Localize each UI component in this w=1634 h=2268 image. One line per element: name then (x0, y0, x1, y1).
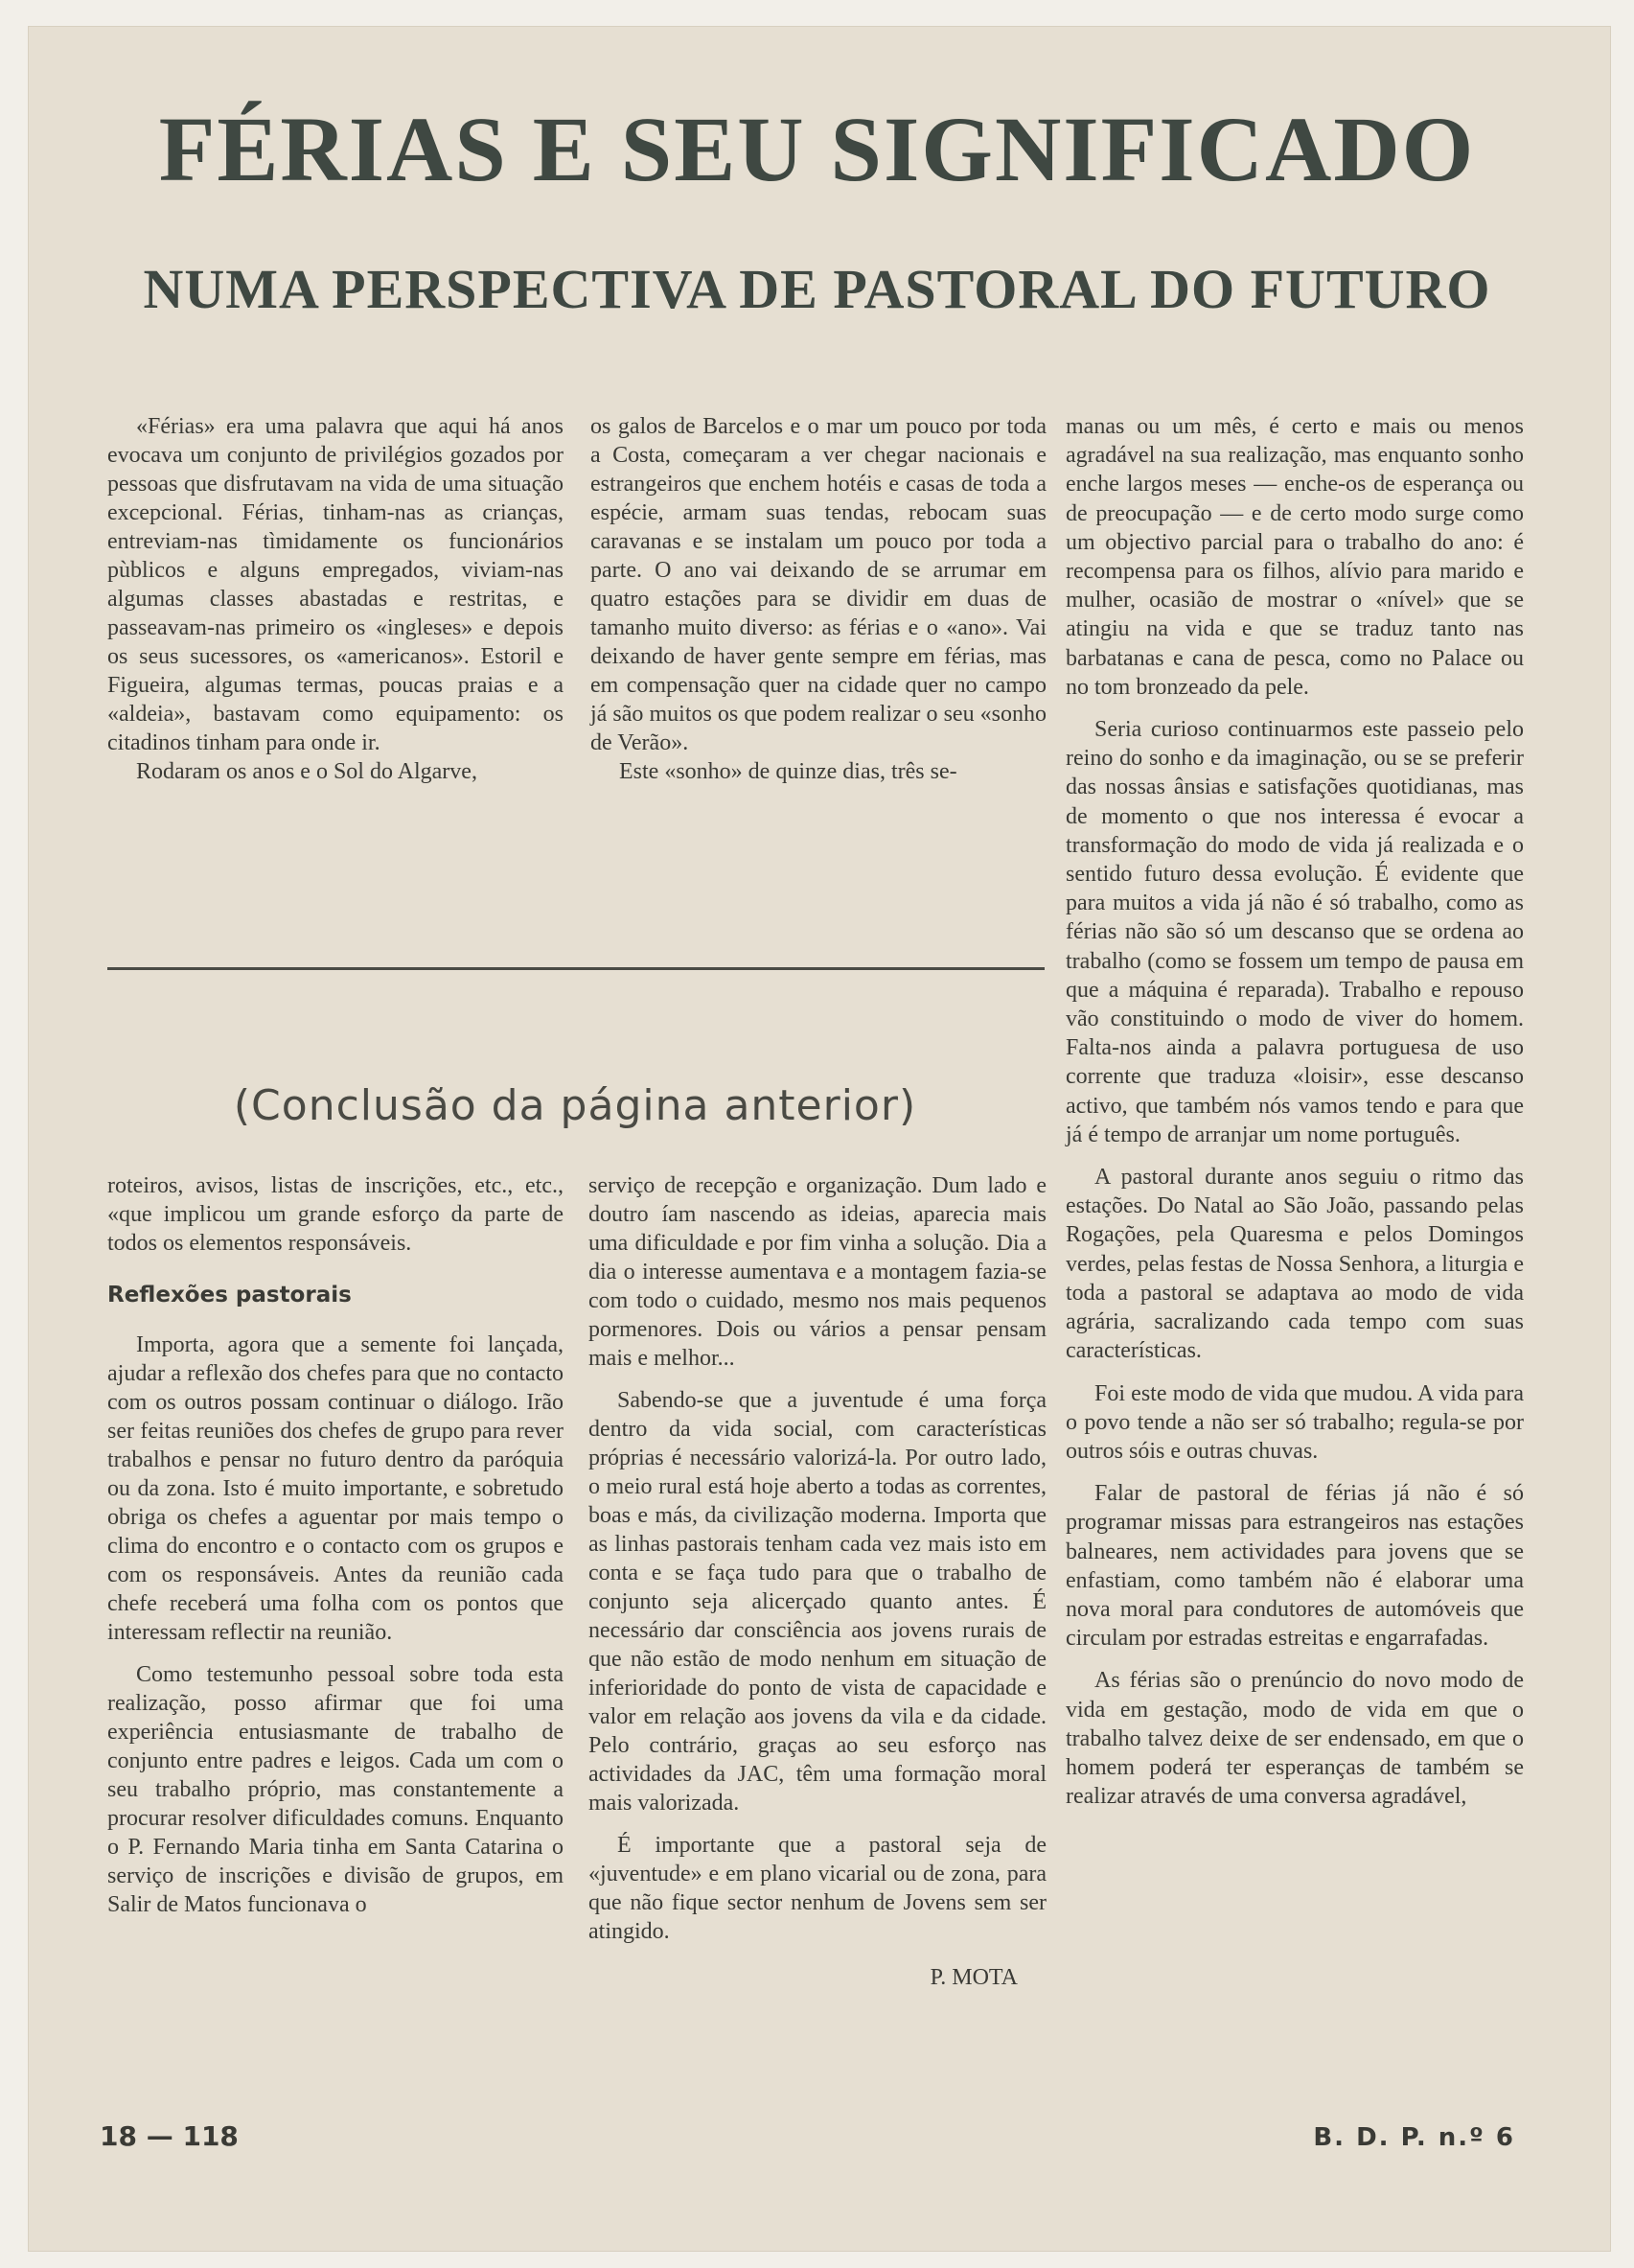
journal-issue: B. D. P. n.º 6 (1313, 2123, 1515, 2152)
paragraph: «Férias» era uma palavra que aqui há anos evocava um conjunto de privilégios gozados por pessoas que disfrutavam na vida de uma situação excepcional. Férias, tinham-nas as crianças, entreviam-nas tìmidamente os funcionários pùblicos e alguns empregados, viviam-nas algumas classes abastadas e restritas, e passeavam-nas primeiro os «ingleses» e depois os seus sucessores, os «americanos». Estoril e Figueira, algumas termas, poucas praias e a «aldeia», bastavam como equipamento: os citadinos tinham para onde ir. (107, 414, 564, 755)
paragraph: manas ou um mês, é certo e mais ou menos agradável na sua realização, mas enquanto sonho enche largos meses — enche-os de esperança ou de preocupação — e de certo modo surge como um objectivo parcial para o trabalho do ano: é recompensa para os filhos, alívio para marido e mulher, ocasião de mostrar o «nível» que se atingiu na vida e que se traduz tanto nas barbatanas e cana de pesca, como no Palace ou no tom bronzeado da pele. (1066, 414, 1524, 700)
paragraph: A pastoral durante anos seguiu o ritmo das estações. Do Natal ao São João, passando pelas Rogações, pela Quaresma e pelos Domingos verdes, pelas festas de Nossa Senhora, a liturgia e toda a pastoral se adaptava ao modo de vida agrária, sacralizando cada tempo com suas características. (1066, 1165, 1524, 1364)
paragraph: As férias são o prenúncio do novo modo de vida em gestação, modo de vida em que o trabalho talvez deixe de ser endensado, em que o homem poderá ter esperanças de também se realizar através de uma conversa agradável, (1066, 1668, 1524, 1810)
paragraph: Falar de pastoral de férias já não é só programar missas para estrangeiros nas estações balneares, nem actividades para jovens que se enfastiam, como também não é elaborar uma nova moral para condutores de automóveis que circulam por estradas estreitas e engarrafadas. (1066, 1481, 1524, 1652)
article-title: FÉRIAS E SEU SIGNIFICADO (158, 98, 1476, 200)
paragraph: serviço de recepção e organização. Dum lado e doutro íam nascendo as ideias, aparecia mais uma dificuldade e por fim vinha a solução. Dia a dia o interesse aumentava e a montagem fazia-se com todo o cuidado, mesmo nos mais pequenos pormenores. Dois ou vários a pensar pensam mais e melhor... (588, 1173, 1047, 1371)
top-column-1 (107, 412, 564, 786)
paragraph: Rodaram os anos e o Sol do Algarve, (136, 759, 477, 784)
paragraph: roteiros, avisos, listas de inscrições, etc., etc., «que implicou um grande esforço da parte de todos os elementos responsáveis. (107, 1173, 564, 1256)
paragraph: Foi este modo de vida que mudou. A vida para o povo tende a não ser só trabalho; regula-se por outros sóis e outras chuvas. (1066, 1380, 1524, 1464)
article-subtitle: NUMA PERSPECTIVA DE PASTORAL DO FUTURO (143, 258, 1491, 320)
paragraph: Sabendo-se que a juventude é uma força dentro da vida social, com características próprias é necessário valorizá-la. Por outro lado, o meio rural está hoje aberto a todas as correntes, boas e más, da civilização moderna. Importa que as linhas pastorais tenham cada vez mais isto em conta e se faça tudo para que o trabalho de conjunto seja alicerçado quanto antes. É necessário dar consciência aos jovens rurais de que não estão de modo nenhum em situação de inferioridade do ponto de vista de capacidade e valor em relação aos jovens da vila e da cidade. Pelo contrário, graças ao seu esforço nas actividades da JAC, têm uma formação moral mais valorizada. (588, 1388, 1047, 1816)
paragraph: os galos de Barcelos e o mar um pouco por toda a Costa, começaram a ver chegar nacionais e estrangeiros que enchem hotéis e casas de toda a espécie, armam suas tendas, rebocam suas caravanas e se instalam um pouco por toda a parte. O ano vai deixando de se arrumar em quatro estações para se dividir em duas de tamanho muito diverso: as férias e o «ano». Vai deixando de haver gente sempre em férias, mas em compensação quer na cidade quer no campo já são muitos os que podem realizar o seu «sonho de Verão». (590, 414, 1047, 755)
conclusion-heading: (Conclusão da página anterior) (233, 1081, 917, 1130)
page-number: 18 — 118 (100, 2120, 239, 2152)
paragraph: Como testemunho pessoal sobre toda esta realização, posso afirmar que foi uma experiência entusiasmante de trabalho de conjunto entre padres e leigos. Cada um com o seu trabalho próprio, mas constantemente a procurar resolver dificuldades comuns. Enquanto o P. Fernando Maria tinha em Santa Catarina o serviço de inscrições e divisão de grupos, em Salir de Matos funcionava o (107, 1662, 564, 1917)
section-divider (107, 967, 1045, 970)
conclusion-column-2 (588, 1171, 1047, 1992)
conclusion-column-1 (107, 1171, 564, 1919)
author-signature: P. MOTA (930, 1965, 1018, 1990)
paragraph: Este «sonho» de quinze dias, três se- (619, 759, 957, 784)
paragraph: É importante que a pastoral seja de «juventude» e em plano vicarial ou de zona, para que não fique sector nenhum de Jovens sem ser atingido. (588, 1833, 1047, 1944)
top-column-2 (590, 412, 1047, 786)
paragraph: Seria curioso continuarmos este passeio pelo reino do sonho e da imaginação, ou se se preferir das nossas ânsias e satisfações quotidianas, mas de momento o que nos interessa é evocar a transformação do modo de vida já realizada e o sentido futuro dessa evolução. É evidente que para muitos a vida já não é só trabalho, como as férias não são só um descanso que se ordena ao trabalho (como se fossem um tempo de pausa em que a máquina é reparada). Trabalho e repouso vão constituindo o modo de viver do homem. Falta-nos ainda a palavra portuguesa de uso corrente que traduza «loisir», esse descanso activo, que também nós vamos tendo e para que já é tempo de arranjar um nome português. (1066, 717, 1524, 1147)
paragraph: Importa, agora que a semente foi lançada, ajudar a reflexão dos chefes para que no contacto com os outros possam continuar o diálogo. Irão ser feitas reuniões dos chefes de grupo para rever trabalhos e pensar no futuro dentro da paróquia ou da zona. Isto é muito importante, e sobretudo obriga os chefes a aguentar por mais tempo o clima do encontro e o contacto com os grupos e com os responsáveis. Antes da reunião cada chefe receberá uma folha com os pontos que interessam reflectir na reunião. (107, 1332, 564, 1645)
section-heading: Reflexões pastorais (107, 1283, 352, 1308)
